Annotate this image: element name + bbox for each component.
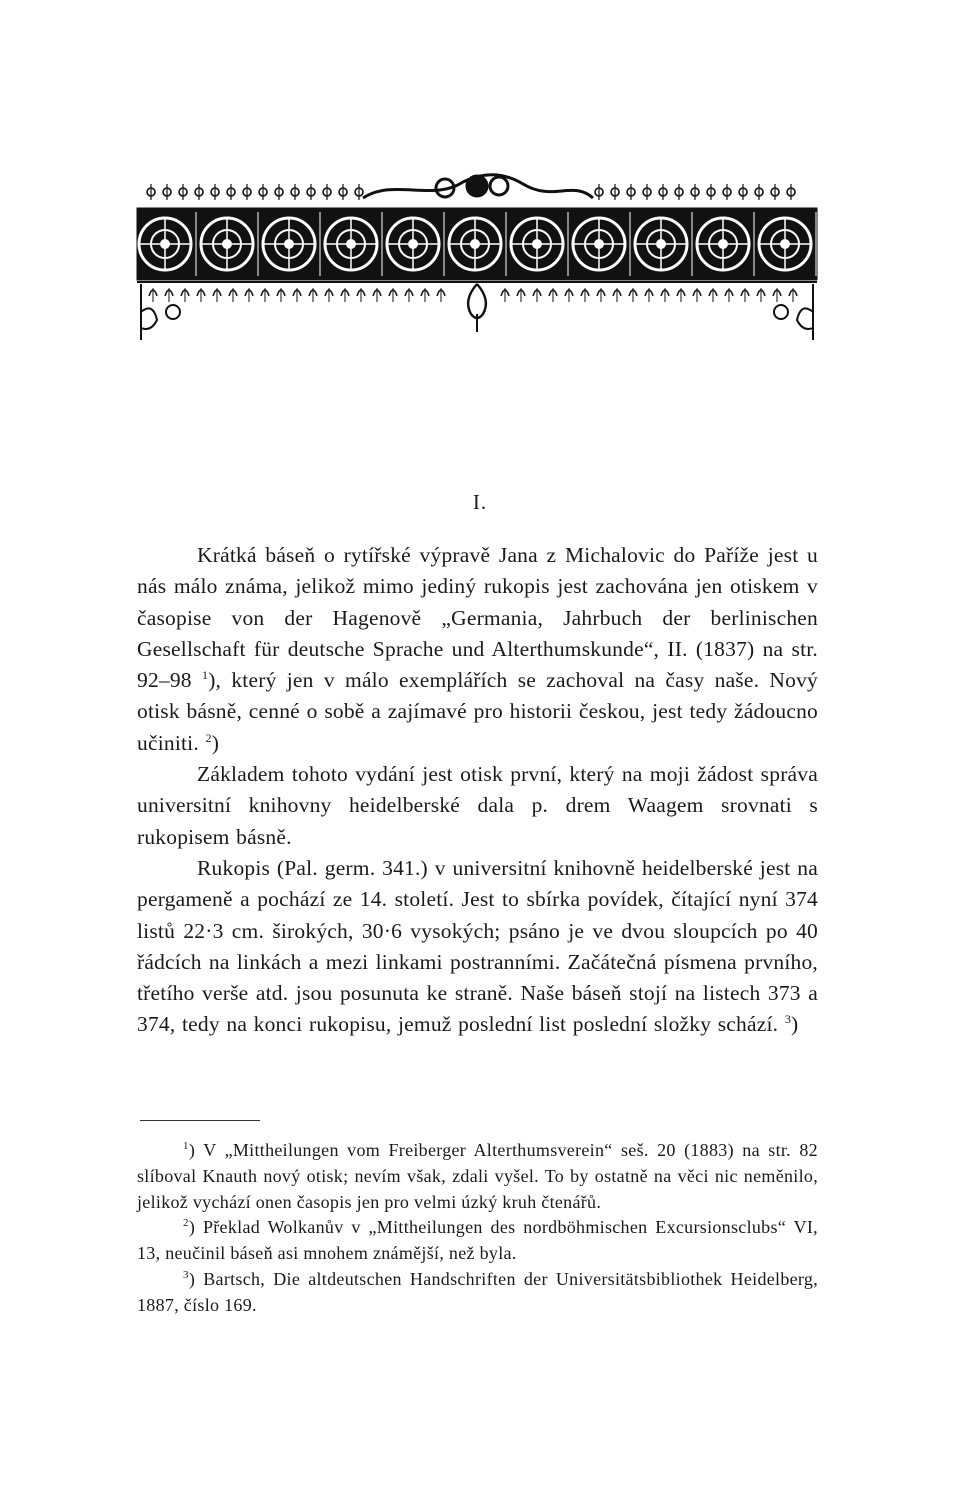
footnote-2 (137, 1215, 818, 1267)
paragraph-basis (137, 759, 818, 853)
paragraph-text: Krátká báseň o rytířské výpravě Jana z Michalovic do Paříže jest u nás málo známa, jelikož mimo jediný rukopis jest zachována jen otiskem v časopise von der Hagenově „Germania, Jahrbuch der berlinischen Gesellschaft für deutsche Sprache und Alterthumskunde“, II. (1837) na str. 92–98 (137, 543, 818, 693)
paragraph-text: ) (791, 1012, 799, 1037)
footnote-separator (140, 1120, 260, 1121)
footnote-mark: 2 (183, 1217, 189, 1230)
section-number: I. (472, 490, 488, 514)
footnote-mark: 3 (183, 1268, 189, 1281)
footnote-ref: 1 (201, 668, 209, 683)
footnote-mark: 1 (183, 1140, 189, 1152)
paragraph-intro (137, 540, 818, 759)
footnote-text: ) V „Mittheilungen vom Freiberger Alterthumsverein“ seš. 20 (1883) na str. 82 slíboval Knauth nový otisk; nevím však, zdali vyšel. To by ostatně na věci nic neměnilo, jelikož vychází onen časopis jen pro velmi úzký kruh čtenářů. (137, 1140, 818, 1212)
footnote-ref: 2 (205, 730, 212, 745)
body-text (137, 540, 818, 1041)
paragraph-manuscript (137, 853, 818, 1041)
paragraph-text: Základem tohoto vydání jest otisk první, který na moji žádost správa universitní knihovny heidelberské dala p. drem Waagem srovnati s rukopisem básně. (137, 762, 818, 849)
footnotes (137, 1138, 818, 1319)
footnote-1 (137, 1138, 818, 1215)
footnote-text: ) Bartsch, Die altdeutschen Handschriften der Universitätsbibliothek Heidelberg, 1887, číslo 169. (137, 1268, 818, 1315)
ornamental-headpiece (133, 172, 821, 347)
paragraph-text: ), který jen v málo exemplářích se zachoval na časy naše. Nový otisk básně, cenné o sobě a zajímavé pro historii českou, jest tedy žádoucno učiniti. (137, 668, 818, 755)
footnote-3 (137, 1267, 818, 1319)
paragraph-text: ) (211, 730, 220, 755)
paragraph-text: Rukopis (Pal. germ. 341.) v universitní knihovně heidelberské jest na pergameně a pochází ze 14. století. Jest to sbírka povídek, čítající nyní 374 listů 22·3 cm. širokých, 30·6 vysokých; psáno je ve dvou sloupcích po 40 řádcích na linkách a mezi linkami postranními. Začátečná písmena prvního, třetího verše atd. jsou posunuta ke straně. Naše báseň stojí na listech 373 a 374, tedy na konci rukopisu, jemuž poslední list poslední složky schází. (137, 855, 818, 1037)
footnote-text: ) Překlad Wolkanův v „Mittheilungen des nordböhmischen Excursionsclubs“ VI, 13, neučinil báseň asi mnohem známější, než byla. (137, 1217, 818, 1264)
footnote-ref: 3 (784, 1012, 792, 1027)
